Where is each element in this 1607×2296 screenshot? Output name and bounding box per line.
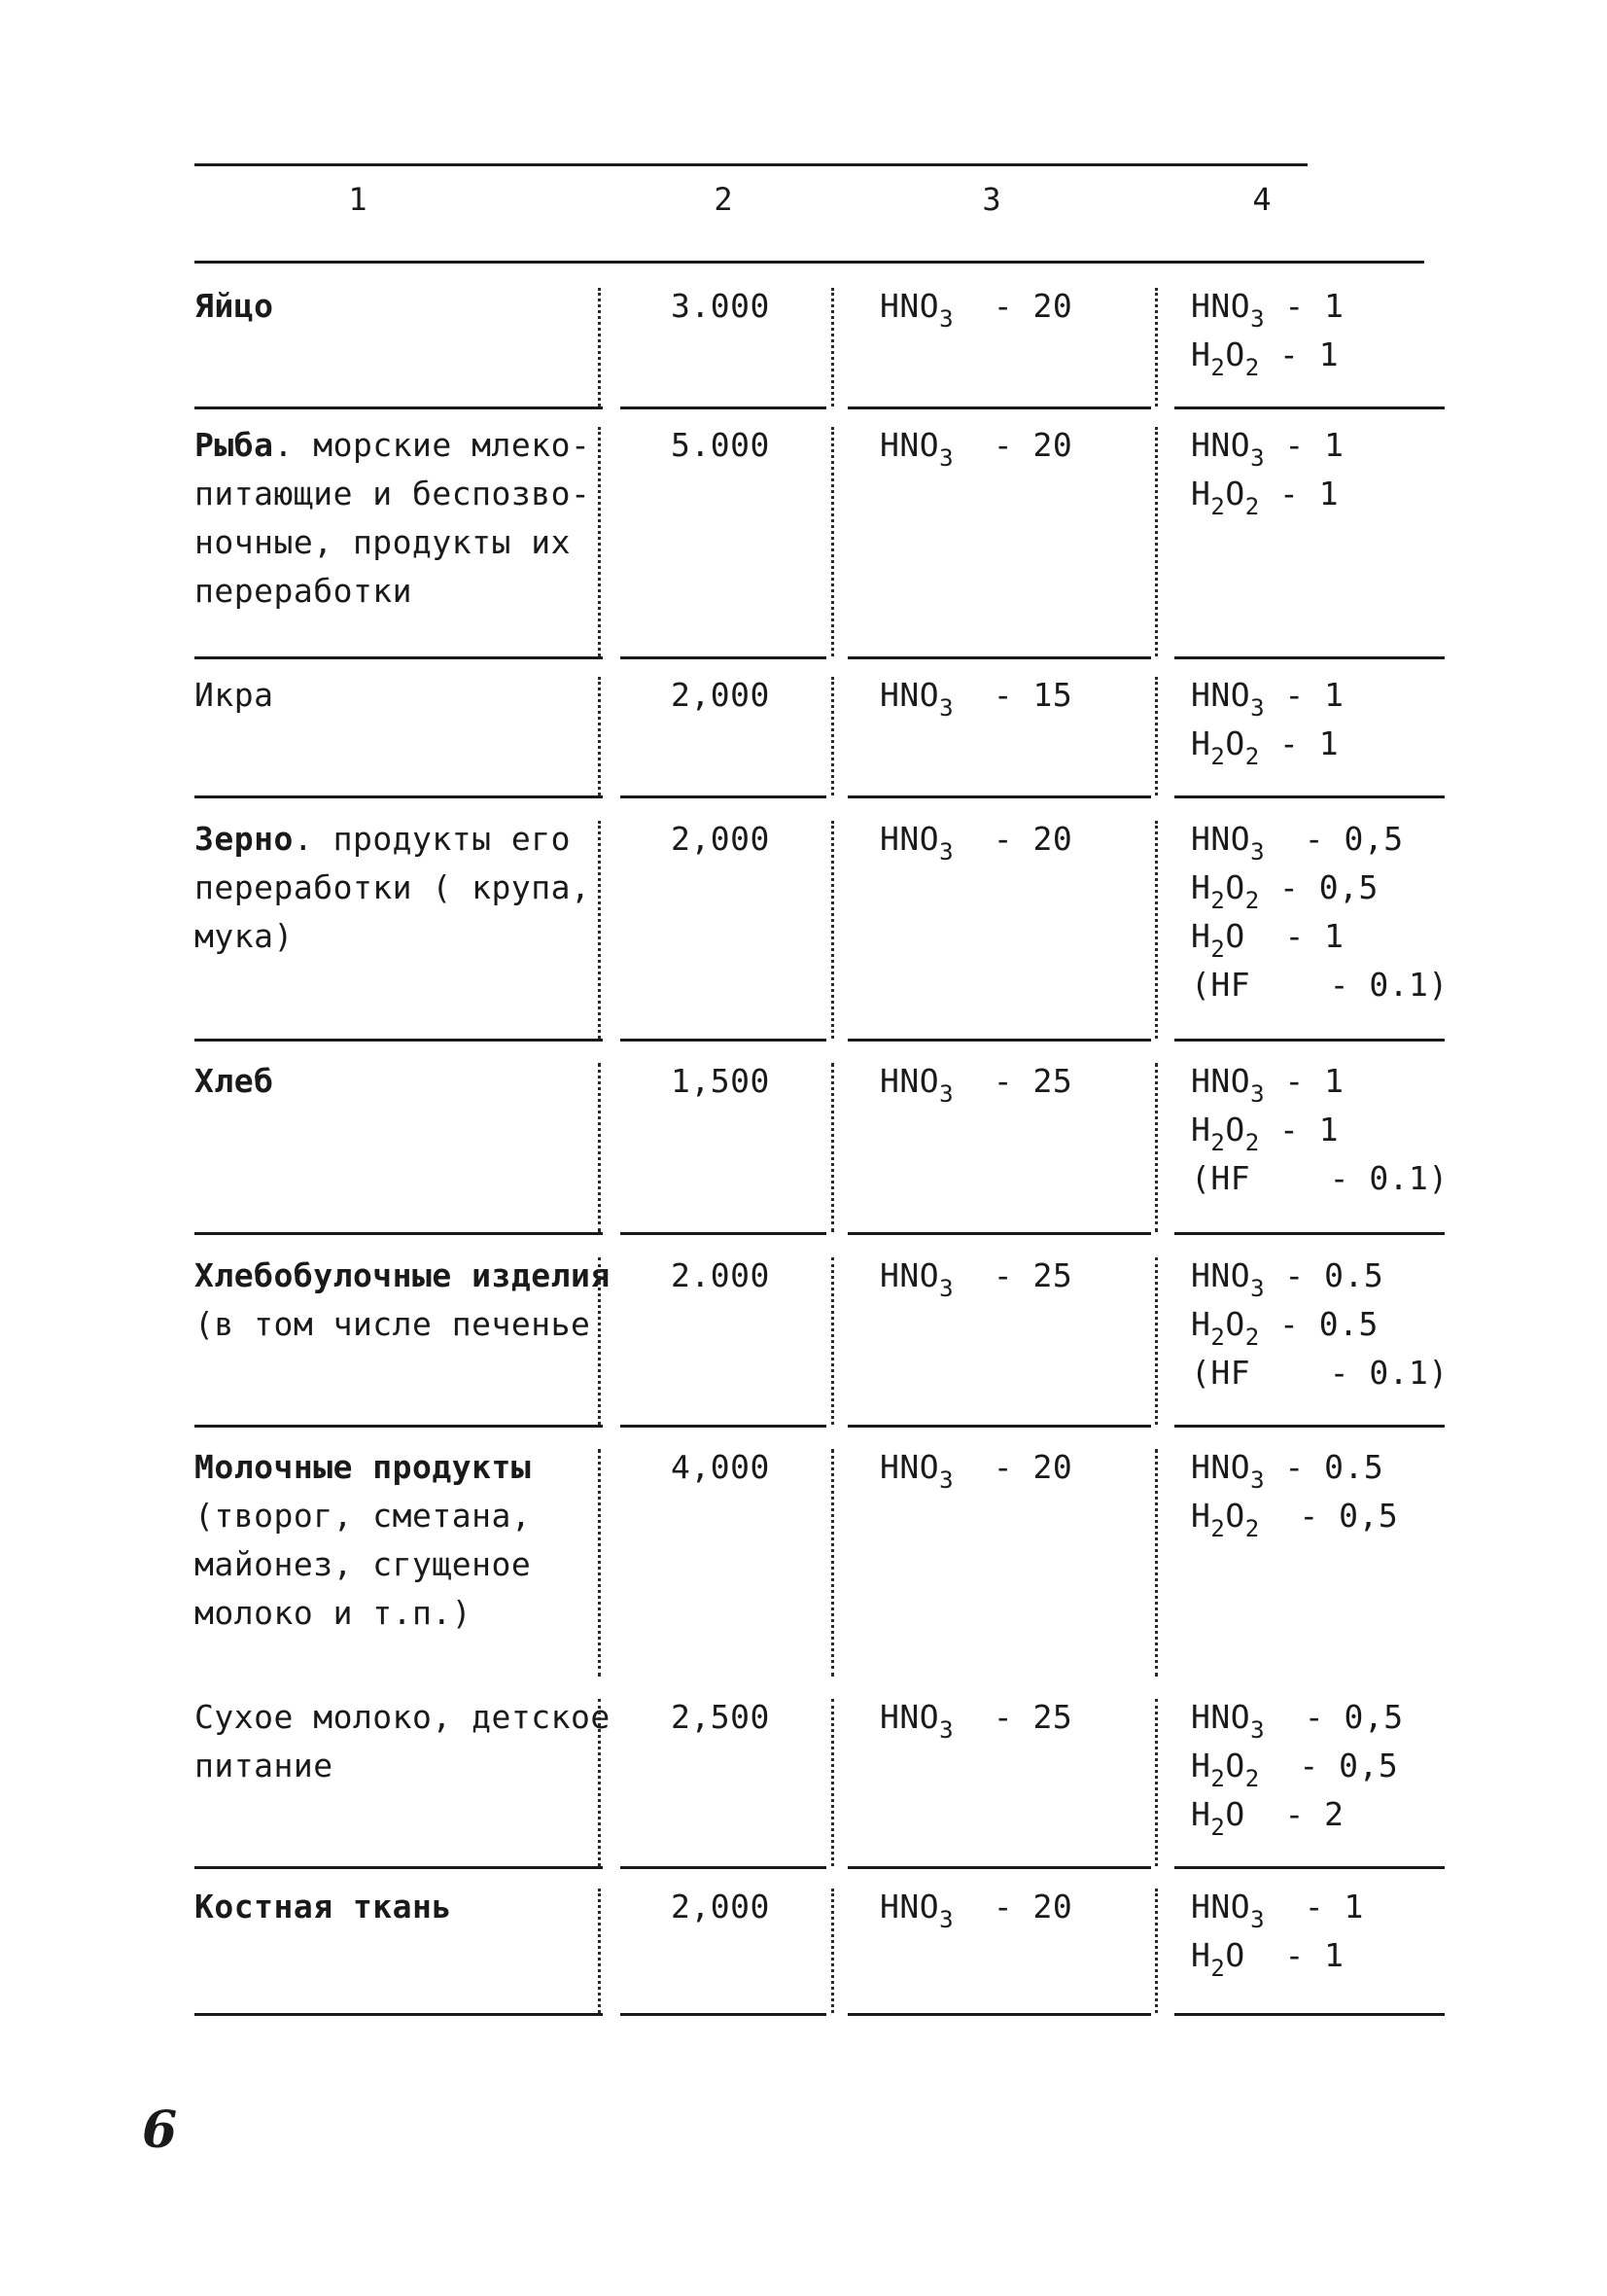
column-separator: [1155, 427, 1158, 656]
sample-mass-value: 2,000: [671, 820, 770, 858]
formula-text: H: [1191, 868, 1211, 906]
column-separator: [831, 1257, 834, 1425]
product-name-line: [194, 421, 603, 470]
formula-value: - 0.5: [1265, 1448, 1384, 1486]
formula-value: - 25: [954, 1256, 1073, 1294]
formula-subscript: 2: [1210, 493, 1226, 520]
reagents-cell: [1171, 1883, 1483, 1980]
formula-subscript: 2: [1210, 887, 1226, 914]
acid-cell: [856, 1883, 1171, 1931]
product-name-text: мука): [194, 917, 294, 955]
formula-line: [1191, 1300, 1483, 1349]
formula-subscript: 3: [939, 1906, 955, 1933]
formula-line: [880, 671, 1171, 720]
formula-text: O: [1225, 724, 1245, 762]
product-name-text: Хлебобулочные изделия: [194, 1256, 611, 1294]
product-name-text: ночные, продукты их: [194, 523, 571, 561]
formula-subscript: 2: [1210, 354, 1226, 381]
product-name-text: питание: [194, 1747, 333, 1784]
product-name-line: [194, 1300, 603, 1349]
formula-subscript: 3: [1250, 1080, 1266, 1108]
product-name-cell: [194, 421, 603, 616]
formula-subscript: 2: [1244, 493, 1260, 520]
formula-value: - 0,5: [1259, 868, 1379, 906]
product-name-line: [194, 1589, 603, 1638]
formula-text: H: [1191, 1936, 1211, 1974]
formula-line: [1191, 864, 1483, 912]
formula-subscript: 3: [1250, 305, 1266, 333]
formula-line: [1191, 1057, 1483, 1106]
formula-text: HNO: [1191, 1698, 1251, 1736]
formula-line: [1191, 1790, 1483, 1839]
formula-value: - 20: [954, 820, 1073, 858]
product-name-line: [194, 1443, 603, 1492]
formula-line: [1191, 720, 1483, 768]
product-name-cell: [194, 815, 603, 961]
row-rule: [1174, 1425, 1445, 1428]
formula-value: - 1: [1259, 336, 1340, 373]
formula-text: HNO: [880, 287, 940, 325]
column-header-2: 2: [714, 181, 733, 218]
formula-text: HNO: [880, 820, 940, 858]
formula-line: [1191, 1106, 1483, 1154]
formula-text: HNO: [880, 426, 940, 464]
formula-text: H: [1191, 1497, 1211, 1535]
reagents-cell: [1171, 815, 1483, 1009]
row-rule: [1174, 406, 1445, 409]
formula-subscript: 3: [1250, 694, 1266, 722]
formula-subscript: 2: [1210, 936, 1226, 963]
column-separator: [1155, 677, 1158, 795]
product-name-cell: [194, 282, 603, 331]
product-name-line: [194, 864, 603, 912]
formula-text: H: [1191, 336, 1211, 373]
product-name-text: Хлеб: [194, 1062, 274, 1100]
formula-value: - 25: [954, 1062, 1073, 1100]
formula-subscript: 2: [1210, 1955, 1226, 1982]
product-name-line: [194, 518, 603, 567]
formula-value: - 20: [954, 426, 1073, 464]
formula-text: HNO: [1191, 1448, 1251, 1486]
formula-line: [1191, 1154, 1483, 1203]
column-separator: [598, 1699, 601, 1866]
product-name-line: [194, 282, 603, 331]
formula-value: - 1: [1259, 1111, 1340, 1148]
product-name-line: [194, 912, 603, 961]
product-name-cell: [194, 1883, 603, 1931]
formula-line: [880, 282, 1171, 331]
formula-subscript: 3: [939, 694, 955, 722]
row-rule: [620, 406, 826, 409]
formula-subscript: 3: [1250, 1716, 1266, 1744]
formula-text: H: [1191, 1111, 1211, 1148]
formula-subscript: 3: [939, 305, 955, 333]
formula-line: [1191, 282, 1483, 331]
sample-mass-cell: [622, 1443, 836, 1492]
acid-cell: [856, 1057, 1171, 1106]
row-rule: [620, 2013, 826, 2016]
formula-text: (HF: [1191, 966, 1251, 1004]
formula-text: HNO: [1191, 676, 1251, 714]
product-name-text: (в том числе печенье: [194, 1305, 591, 1343]
formula-text: HNO: [880, 1256, 940, 1294]
product-name-line: [194, 470, 603, 518]
column-separator: [598, 1889, 601, 2013]
page-number: 6: [142, 2101, 178, 2160]
formula-text: O: [1225, 1305, 1245, 1343]
row-rule: [620, 656, 826, 659]
formula-value: - 1: [1265, 287, 1345, 325]
formula-value: - 20: [954, 287, 1073, 325]
product-name-line: [194, 567, 603, 616]
column-header-3: 3: [982, 181, 1001, 218]
column-header-4: 4: [1252, 181, 1272, 218]
column-separator: [1155, 1889, 1158, 2013]
row-rule: [1174, 2013, 1445, 2016]
formula-value: - 2: [1244, 1795, 1345, 1833]
formula-value: - 0,5: [1265, 820, 1404, 858]
row-rule: [620, 1425, 826, 1428]
sample-mass-value: 4,000: [671, 1448, 770, 1486]
formula-value: - 0.1): [1250, 1159, 1449, 1197]
formula-subscript: 2: [1210, 1765, 1226, 1792]
product-name-text: переработки: [194, 572, 413, 610]
formula-value: - 0.5: [1259, 1305, 1379, 1343]
row-rule: [194, 2013, 603, 2016]
product-name-text: Икра: [194, 676, 274, 714]
formula-line: [1191, 1931, 1483, 1980]
formula-line: [1191, 1742, 1483, 1790]
formula-value: - 0.5: [1265, 1256, 1384, 1294]
column-separator: [1155, 1257, 1158, 1425]
formula-subscript: 3: [939, 1716, 955, 1744]
formula-value: - 0,5: [1265, 1698, 1404, 1736]
formula-text: (HF: [1191, 1354, 1251, 1392]
row-rule: [1174, 795, 1445, 798]
row-rule: [620, 1039, 826, 1042]
sample-mass-value: 2,000: [671, 1888, 770, 1925]
acid-cell: [856, 421, 1171, 470]
product-name-text: Рыба: [194, 426, 274, 464]
column-separator: [598, 427, 601, 656]
column-separator: [598, 1257, 601, 1425]
sample-mass-cell: [622, 1883, 836, 1931]
formula-text: O: [1225, 1936, 1245, 1974]
product-name-line: [194, 815, 603, 864]
column-separator: [1155, 1063, 1158, 1232]
formula-subscript: 2: [1244, 1515, 1260, 1542]
row-rule: [1174, 656, 1445, 659]
row-rule: [620, 795, 826, 798]
formula-subscript: 2: [1244, 1129, 1260, 1156]
row-rule: [620, 1866, 826, 1869]
product-name-text: питающие и беспозво-: [194, 475, 591, 512]
column-separator: [831, 677, 834, 795]
column-separator: [598, 288, 601, 406]
column-header-1: 1: [348, 181, 367, 218]
row-rule: [194, 656, 603, 659]
row-rule: [1174, 1866, 1445, 1869]
column-separator: [598, 1449, 601, 1677]
row-rule: [194, 1866, 603, 1869]
column-separator: [1155, 1449, 1158, 1677]
formula-line: [880, 1883, 1171, 1931]
column-separator: [598, 821, 601, 1039]
product-name-line: [194, 1693, 611, 1742]
formula-value: - 1: [1265, 1062, 1345, 1100]
formula-value: - 1: [1259, 475, 1340, 512]
product-name-line: [194, 1057, 603, 1106]
reagents-cell: [1171, 421, 1483, 518]
formula-text: O: [1225, 868, 1245, 906]
formula-line: [880, 421, 1171, 470]
product-name-text: Молочные продукты: [194, 1448, 532, 1486]
product-name-cell: [194, 1693, 611, 1790]
reagents-cell: [1171, 1693, 1483, 1839]
formula-value: - 0,5: [1259, 1497, 1399, 1535]
formula-text: H: [1191, 724, 1211, 762]
formula-subscript: 2: [1210, 1324, 1226, 1351]
formula-line: [1191, 1252, 1483, 1300]
formula-text: HNO: [880, 1448, 940, 1486]
formula-line: [1191, 470, 1483, 518]
acid-cell: [856, 1693, 1171, 1742]
formula-line: [1191, 1883, 1483, 1931]
formula-value: - 1: [1259, 724, 1340, 762]
product-name-text: (творог, сметана,: [194, 1497, 532, 1535]
product-name-cell: [194, 1252, 611, 1349]
formula-value: - 1: [1244, 917, 1345, 955]
formula-subscript: 3: [1250, 838, 1266, 865]
formula-value: - 1: [1244, 1936, 1345, 1974]
sample-mass-cell: [622, 1693, 836, 1742]
formula-value: - 0,5: [1259, 1747, 1399, 1784]
column-separator: [831, 288, 834, 406]
row-rule: [194, 406, 603, 409]
formula-subscript: 3: [939, 1466, 955, 1494]
formula-subscript: 2: [1210, 1515, 1226, 1542]
product-name-text: Зерно: [194, 820, 294, 858]
formula-text: O: [1225, 475, 1245, 512]
sample-mass-value: 2,000: [671, 676, 770, 714]
formula-text: H: [1191, 1795, 1211, 1833]
row-rule: [194, 1232, 603, 1235]
acid-cell: [856, 1443, 1171, 1492]
formula-text: HNO: [880, 1698, 940, 1736]
formula-text: HNO: [1191, 820, 1251, 858]
formula-text: O: [1225, 917, 1245, 955]
acid-cell: [856, 815, 1171, 864]
table-top-rule: [194, 163, 1308, 166]
product-name-text: . морские млеко-: [273, 426, 591, 464]
formula-line: [1191, 912, 1483, 961]
row-rule: [194, 795, 603, 798]
product-name-line: [194, 1540, 603, 1589]
formula-line: [880, 815, 1171, 864]
reagents-cell: [1171, 1252, 1483, 1397]
row-rule: [848, 2013, 1151, 2016]
formula-text: HNO: [880, 676, 940, 714]
formula-line: [880, 1057, 1171, 1106]
sample-mass-value: 2,500: [671, 1698, 770, 1736]
formula-text: HNO: [1191, 1888, 1251, 1925]
column-separator: [1155, 1699, 1158, 1866]
acid-cell: [856, 282, 1171, 331]
formula-line: [1191, 961, 1483, 1009]
row-rule: [848, 406, 1151, 409]
product-name-text: Костная ткань: [194, 1888, 452, 1925]
formula-line: [1191, 1443, 1483, 1492]
reagents-cell: [1171, 1443, 1483, 1540]
acid-cell: [856, 1252, 1171, 1300]
formula-value: - 25: [954, 1698, 1073, 1736]
sample-mass-cell: [622, 282, 836, 331]
formula-subscript: 2: [1210, 743, 1226, 770]
formula-subscript: 2: [1244, 743, 1260, 770]
formula-value: - 20: [954, 1448, 1073, 1486]
formula-text: HNO: [1191, 287, 1251, 325]
formula-subscript: 2: [1244, 354, 1260, 381]
formula-line: [1191, 1693, 1483, 1742]
row-rule: [848, 1039, 1151, 1042]
reagents-cell: [1171, 282, 1483, 379]
column-separator: [598, 1063, 601, 1232]
row-rule: [1174, 1232, 1445, 1235]
row-rule: [1174, 1039, 1445, 1042]
row-rule: [848, 656, 1151, 659]
product-name-cell: [194, 1443, 603, 1638]
formula-text: O: [1225, 1111, 1245, 1148]
product-name-text: майонез, сгущеное: [194, 1545, 532, 1583]
row-rule: [194, 1039, 603, 1042]
formula-value: - 0.1): [1250, 966, 1449, 1004]
formula-text: O: [1225, 1747, 1245, 1784]
product-name-line: [194, 1742, 603, 1790]
column-separator: [1155, 288, 1158, 406]
formula-text: H: [1191, 1747, 1211, 1784]
row-rule: [848, 1425, 1151, 1428]
formula-line: [880, 1252, 1171, 1300]
product-name-line: [194, 1883, 603, 1931]
formula-subscript: 3: [939, 838, 955, 865]
formula-subscript: 3: [939, 444, 955, 472]
formula-subscript: 3: [1250, 1275, 1266, 1302]
column-separator: [831, 1449, 834, 1677]
formula-text: HNO: [880, 1062, 940, 1100]
row-rule: [620, 1232, 826, 1235]
formula-subscript: 3: [939, 1275, 955, 1302]
column-separator: [1155, 821, 1158, 1039]
row-rule: [848, 1866, 1151, 1869]
column-separator: [831, 821, 834, 1039]
product-name-text: Яйцо: [194, 287, 274, 325]
column-separator: [831, 427, 834, 656]
sample-mass-value: 1,500: [671, 1062, 770, 1100]
sample-mass-cell: [622, 671, 836, 720]
column-separator: [831, 1063, 834, 1232]
column-separator: [831, 1889, 834, 2013]
formula-text: O: [1225, 1795, 1245, 1833]
row-rule: [848, 795, 1151, 798]
formula-text: HNO: [1191, 426, 1251, 464]
column-separator: [598, 677, 601, 795]
formula-value: - 1: [1265, 426, 1345, 464]
formula-line: [880, 1693, 1171, 1742]
formula-text: O: [1225, 1497, 1245, 1535]
formula-value: - 0.1): [1250, 1354, 1449, 1392]
product-name-text: . продукты его: [293, 820, 571, 858]
sample-mass-value: 5.000: [671, 426, 770, 464]
reagents-cell: [1171, 671, 1483, 768]
formula-text: (HF: [1191, 1159, 1251, 1197]
formula-subscript: 2: [1244, 1765, 1260, 1792]
row-rule: [194, 1425, 603, 1428]
formula-value: - 15: [954, 676, 1073, 714]
formula-subscript: 2: [1210, 1129, 1226, 1156]
sample-mass-value: 2.000: [671, 1256, 770, 1294]
formula-text: H: [1191, 1305, 1211, 1343]
header-bottom-rule: [194, 261, 1424, 264]
formula-value: - 1: [1265, 1888, 1364, 1925]
sample-mass-cell: [622, 815, 836, 864]
formula-line: [1191, 671, 1483, 720]
product-name-text: Сухое молоко, детское: [194, 1698, 611, 1736]
formula-line: [1191, 331, 1483, 379]
column-separator: [831, 1699, 834, 1866]
product-name-cell: [194, 1057, 603, 1106]
formula-subscript: 2: [1210, 1814, 1226, 1841]
product-name-cell: [194, 671, 603, 720]
row-rule: [848, 1232, 1151, 1235]
sample-mass-value: 3.000: [671, 287, 770, 325]
sample-mass-cell: [622, 421, 836, 470]
sample-mass-cell: [622, 1057, 836, 1106]
product-name-line: [194, 1252, 611, 1300]
sample-mass-cell: [622, 1252, 836, 1300]
formula-text: HNO: [1191, 1256, 1251, 1294]
product-name-text: переработки ( крупа,: [194, 868, 591, 906]
formula-text: HNO: [1191, 1062, 1251, 1100]
formula-line: [1191, 1492, 1483, 1540]
formula-line: [1191, 1349, 1483, 1397]
formula-value: - 1: [1265, 676, 1345, 714]
formula-text: O: [1225, 336, 1245, 373]
formula-line: [1191, 421, 1483, 470]
formula-subscript: 3: [1250, 444, 1266, 472]
formula-text: HNO: [880, 1888, 940, 1925]
formula-subscript: 3: [1250, 1466, 1266, 1494]
formula-line: [880, 1443, 1171, 1492]
reagents-cell: [1171, 1057, 1483, 1203]
acid-cell: [856, 671, 1171, 720]
formula-text: H: [1191, 475, 1211, 512]
product-name-text: молоко и т.п.): [194, 1594, 472, 1632]
formula-subscript: 2: [1244, 887, 1260, 914]
formula-line: [1191, 815, 1483, 864]
formula-subscript: 3: [1250, 1906, 1266, 1933]
product-name-line: [194, 671, 603, 720]
formula-subscript: 2: [1244, 1324, 1260, 1351]
formula-subscript: 3: [939, 1080, 955, 1108]
formula-value: - 20: [954, 1888, 1073, 1925]
product-name-line: [194, 1492, 603, 1540]
formula-text: H: [1191, 917, 1211, 955]
